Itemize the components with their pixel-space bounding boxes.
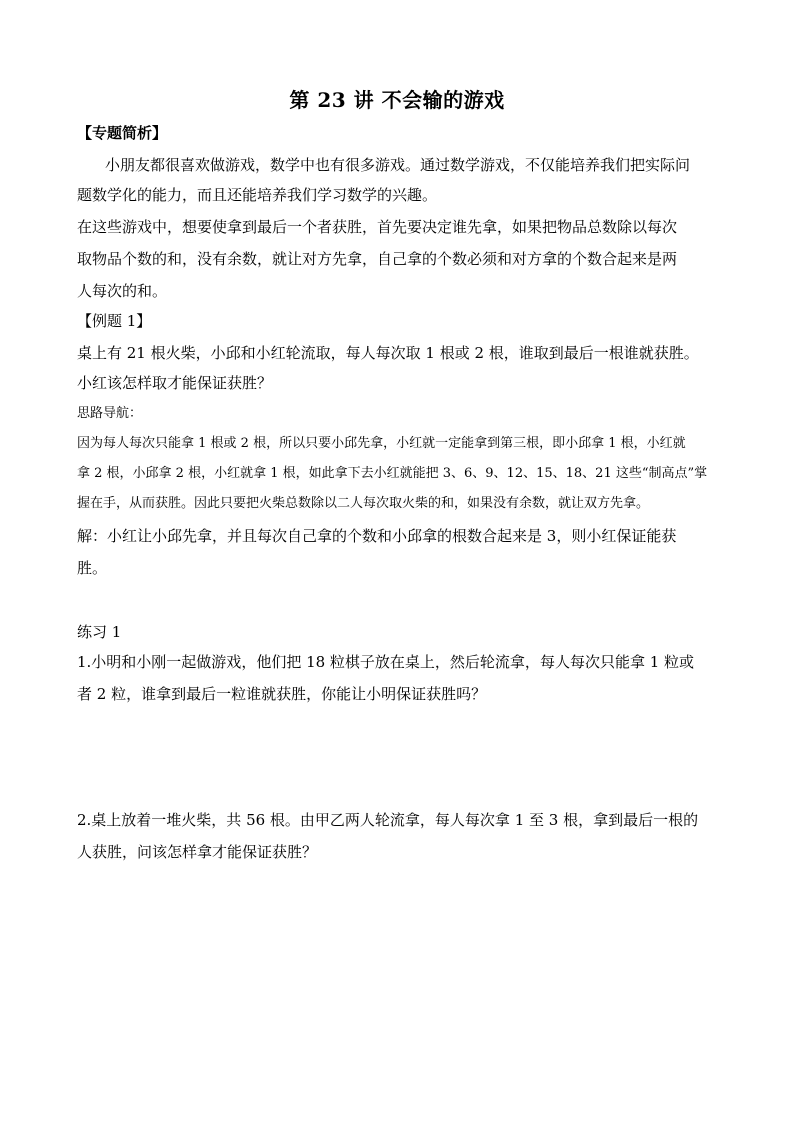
example-question-line2: 小红该怎样取才能保证获胜？ [77,374,273,392]
guide-label: 思路导航： [77,406,143,421]
example-question-line1: 桌上有 21 根火柴，小邱和小红轮流取，每人每次取 1 根或 2 根，谁取到最后一根谁就获胜。 [77,344,699,362]
intro-para1-line1: 小朋友都很喜欢做游戏，数学中也有很多游戏。通过数学游戏，不仅能培养我们把实际问 [105,156,691,174]
practice-q2-line2: 人获胜，问该怎样拿才能保证获胜？ [77,843,318,861]
intro-para2-line2: 取物品个数的和，没有余数，就让对方先拿，自己拿的个数必须和对方拿的个数合起来是两 [77,250,678,268]
answer-line1: 解：小红让小邱先拿，并且每次自己拿的个数和小邱拿的根数合起来是 3，则小红保证能获 [77,527,677,545]
intro-para2-line1: 在这些游戏中，想要使拿到最后一个者获胜，首先要决定谁先拿，如果把物品总数除以每次 [77,218,678,236]
example-heading: 【例题 1】 [77,312,152,330]
intro-heading: 【专题简析】 [77,124,168,142]
guide-line2: 拿 2 根，小邱拿 2 根，小红就拿 1 根，如此拿下去小红就能把 3、6、9、12、15、18、21 这些“制高点”掌 [77,466,708,481]
practice-q1-line2: 者 2 粒，谁拿到最后一粒谁就获胜，你能让小明保证获胜吗？ [77,685,487,703]
page-title: 第 23 讲 不会输的游戏 [289,88,505,112]
intro-para2-line3: 人每次的和。 [77,282,168,300]
guide-line1: 因为每人每次只能拿 1 根或 2 根，所以只要小邱先拿，小红就一定能拿到第三根，即小邱拿 1 根，小红就 [77,436,686,451]
intro-para1-line2: 题数学化的能力，而且还能培养我们学习数学的兴趣。 [77,186,438,204]
answer-line2: 胜。 [77,559,108,577]
guide-line3: 握在手，从而获胜。因此只要把火柴总数除以二人每次取火柴的和，如果没有余数，就让双方先拿。 [77,496,650,511]
practice-heading: 练习 1 [77,623,122,641]
practice-q1-line1: 1.小明和小刚一起做游戏，他们把 18 粒棋子放在桌上，然后轮流拿，每人每次只能拿 1 粒或 [77,653,695,671]
practice-q2-line1: 2.桌上放着一堆火柴，共 56 根。由甲乙两人轮流拿，每人每次拿 1 至 3 根，拿到最后一根的 [77,811,699,829]
